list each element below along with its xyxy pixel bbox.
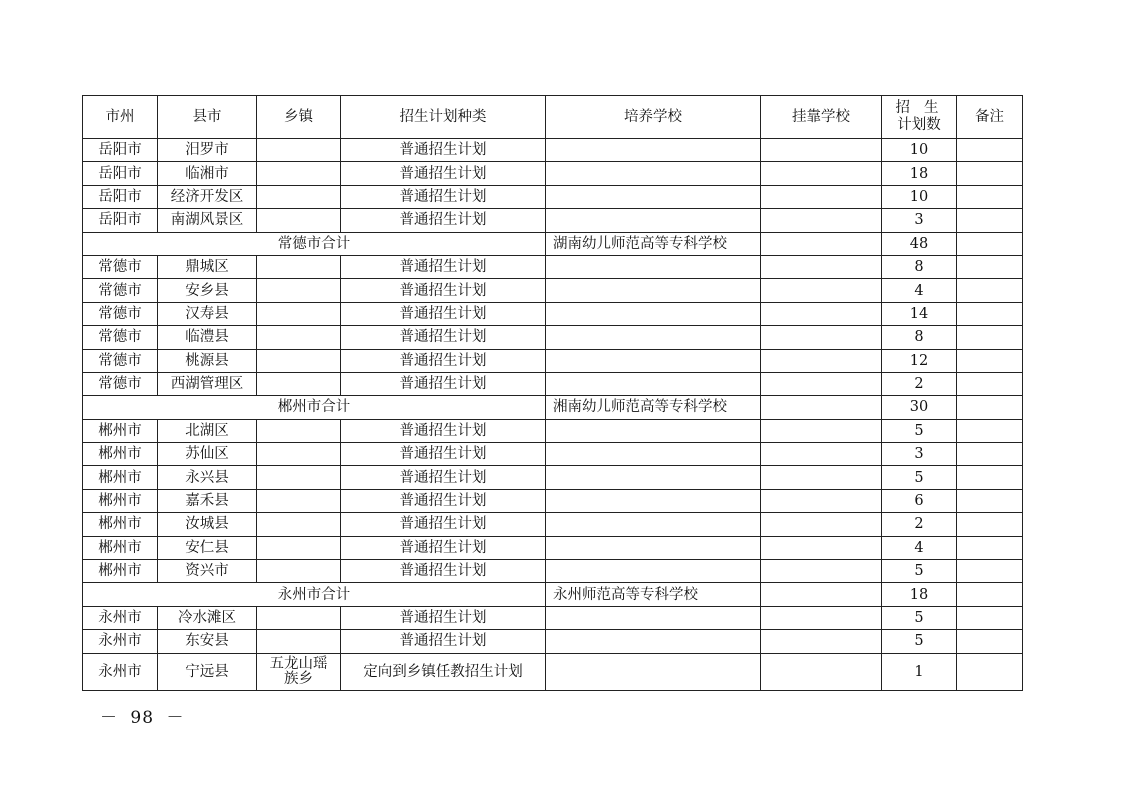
affiliated-school-cell — [761, 560, 882, 583]
remarks-cell — [957, 209, 1023, 232]
city-cell: 常德市 — [83, 302, 158, 325]
table-row — [83, 489, 1023, 512]
affiliated-school-cell — [761, 583, 882, 606]
school-cell — [546, 443, 761, 466]
remarks-cell — [957, 653, 1023, 690]
county-cell: 宁远县 — [158, 653, 257, 690]
table-row — [83, 653, 1023, 690]
county-cell: 嘉禾县 — [158, 489, 257, 512]
table-row — [83, 302, 1023, 325]
county-cell: 鼎城区 — [158, 255, 257, 278]
county-cell: 资兴市 — [158, 560, 257, 583]
remarks-cell — [957, 349, 1023, 372]
town-cell — [257, 255, 341, 278]
affiliated-school-cell — [761, 606, 882, 629]
town-cell — [257, 443, 341, 466]
remarks-cell — [957, 583, 1023, 606]
table-row — [83, 513, 1023, 536]
affiliated-school-cell — [761, 185, 882, 208]
affiliated-school-cell — [761, 466, 882, 489]
affiliated-school-cell — [761, 255, 882, 278]
plan-type-cell: 普通招生计划 — [341, 466, 546, 489]
school-cell — [546, 630, 761, 653]
quota-cell: 12 — [882, 349, 957, 372]
school-cell — [546, 279, 761, 302]
school-cell — [546, 466, 761, 489]
affiliated-school-cell — [761, 232, 882, 255]
school-cell — [546, 302, 761, 325]
header-plan-type: 招生计划种类 — [341, 96, 546, 139]
plan-type-cell: 普通招生计划 — [341, 606, 546, 629]
town-cell — [257, 489, 341, 512]
quota-cell: 14 — [882, 302, 957, 325]
county-cell: 南湖风景区 — [158, 209, 257, 232]
county-cell: 安乡县 — [158, 279, 257, 302]
plan-type-cell: 普通招生计划 — [341, 209, 546, 232]
plan-type-cell: 普通招生计划 — [341, 513, 546, 536]
plan-type-cell: 普通招生计划 — [341, 489, 546, 512]
town-cell — [257, 209, 341, 232]
remarks-cell — [957, 489, 1023, 512]
school-cell — [546, 653, 761, 690]
remarks-cell — [957, 279, 1023, 302]
header-city: 市州 — [83, 96, 158, 139]
quota-cell: 4 — [882, 279, 957, 302]
quota-cell: 6 — [882, 489, 957, 512]
school-cell — [546, 560, 761, 583]
school-cell — [546, 536, 761, 559]
school-cell — [546, 349, 761, 372]
quota-cell: 30 — [882, 396, 957, 419]
county-cell: 西湖管理区 — [158, 372, 257, 395]
city-cell: 常德市 — [83, 255, 158, 278]
subtotal-row — [83, 396, 1023, 419]
table-header-row — [83, 96, 1023, 139]
town-cell — [257, 302, 341, 325]
quota-cell: 48 — [882, 232, 957, 255]
table-row — [83, 372, 1023, 395]
school-cell — [546, 255, 761, 278]
county-cell: 桃源县 — [158, 349, 257, 372]
remarks-cell — [957, 513, 1023, 536]
remarks-cell — [957, 419, 1023, 442]
table-row — [83, 536, 1023, 559]
county-cell: 临澧县 — [158, 326, 257, 349]
town-cell — [257, 513, 341, 536]
header-town: 乡镇 — [257, 96, 341, 139]
plan-type-cell: 普通招生计划 — [341, 302, 546, 325]
remarks-cell — [957, 185, 1023, 208]
remarks-cell — [957, 466, 1023, 489]
city-cell: 郴州市 — [83, 536, 158, 559]
plan-type-cell: 普通招生计划 — [341, 185, 546, 208]
remarks-cell — [957, 302, 1023, 325]
county-cell: 北湖区 — [158, 419, 257, 442]
city-cell: 岳阳市 — [83, 139, 158, 162]
remarks-cell — [957, 372, 1023, 395]
table-row — [83, 349, 1023, 372]
school-cell: 湖南幼儿师范高等专科学校 — [546, 232, 761, 255]
affiliated-school-cell — [761, 209, 882, 232]
affiliated-school-cell — [761, 536, 882, 559]
school-cell — [546, 209, 761, 232]
city-cell: 永州市 — [83, 606, 158, 629]
affiliated-school-cell — [761, 302, 882, 325]
plan-type-cell: 普通招生计划 — [341, 630, 546, 653]
city-cell: 常德市 — [83, 372, 158, 395]
quota-cell: 5 — [882, 630, 957, 653]
table-row — [83, 560, 1023, 583]
quota-cell: 3 — [882, 209, 957, 232]
school-cell — [546, 185, 761, 208]
city-cell: 岳阳市 — [83, 185, 158, 208]
affiliated-school-cell — [761, 396, 882, 419]
quota-cell: 8 — [882, 326, 957, 349]
remarks-cell — [957, 162, 1023, 185]
table-row — [83, 185, 1023, 208]
plan-type-cell: 普通招生计划 — [341, 560, 546, 583]
remarks-cell — [957, 139, 1023, 162]
county-cell: 安仁县 — [158, 536, 257, 559]
county-cell: 永兴县 — [158, 466, 257, 489]
header-quota-line2: 计划数 — [897, 117, 941, 133]
quota-cell: 18 — [882, 583, 957, 606]
county-cell: 苏仙区 — [158, 443, 257, 466]
plan-type-cell: 普通招生计划 — [341, 372, 546, 395]
plan-type-cell: 普通招生计划 — [341, 139, 546, 162]
remarks-cell — [957, 560, 1023, 583]
affiliated-school-cell — [761, 630, 882, 653]
quota-cell: 18 — [882, 162, 957, 185]
quota-cell: 3 — [882, 443, 957, 466]
town-cell — [257, 536, 341, 559]
table-row — [83, 466, 1023, 489]
affiliated-school-cell — [761, 489, 882, 512]
quota-cell: 5 — [882, 560, 957, 583]
plan-type-cell: 定向到乡镇任教招生计划 — [341, 653, 546, 690]
enrollment-plan-table — [82, 95, 1023, 691]
subtotal-row — [83, 583, 1023, 606]
quota-cell: 1 — [882, 653, 957, 690]
table-row — [83, 255, 1023, 278]
plan-type-cell: 普通招生计划 — [341, 536, 546, 559]
town-cell — [257, 560, 341, 583]
school-cell — [546, 513, 761, 536]
table-row — [83, 326, 1023, 349]
affiliated-school-cell — [761, 653, 882, 690]
quota-cell: 5 — [882, 419, 957, 442]
header-affiliated-school: 挂靠学校 — [761, 96, 882, 139]
table-row — [83, 419, 1023, 442]
table-row — [83, 630, 1023, 653]
school-cell — [546, 139, 761, 162]
subtotal-label: 永州市合计 — [83, 583, 546, 606]
town-cell: 五龙山瑶族乡 — [257, 653, 341, 690]
affiliated-school-cell — [761, 139, 882, 162]
remarks-cell — [957, 536, 1023, 559]
plan-type-cell: 普通招生计划 — [341, 349, 546, 372]
subtotal-label: 郴州市合计 — [83, 396, 546, 419]
town-cell — [257, 139, 341, 162]
table-row — [83, 606, 1023, 629]
school-cell — [546, 162, 761, 185]
affiliated-school-cell — [761, 419, 882, 442]
county-cell: 东安县 — [158, 630, 257, 653]
city-cell: 岳阳市 — [83, 162, 158, 185]
school-cell — [546, 489, 761, 512]
city-cell: 郴州市 — [83, 489, 158, 512]
remarks-cell — [957, 326, 1023, 349]
page-number: － 98 － — [100, 708, 185, 728]
quota-cell: 4 — [882, 536, 957, 559]
town-cell — [257, 630, 341, 653]
town-cell — [257, 606, 341, 629]
quota-cell: 2 — [882, 372, 957, 395]
affiliated-school-cell — [761, 349, 882, 372]
plan-type-cell: 普通招生计划 — [341, 255, 546, 278]
subtotal-label: 常德市合计 — [83, 232, 546, 255]
county-cell: 汝城县 — [158, 513, 257, 536]
header-remarks: 备注 — [957, 96, 1023, 139]
remarks-cell — [957, 255, 1023, 278]
affiliated-school-cell — [761, 279, 882, 302]
plan-type-cell: 普通招生计划 — [341, 443, 546, 466]
header-county: 县市 — [158, 96, 257, 139]
table-row — [83, 279, 1023, 302]
school-cell — [546, 372, 761, 395]
quota-cell: 2 — [882, 513, 957, 536]
remarks-cell — [957, 396, 1023, 419]
affiliated-school-cell — [761, 443, 882, 466]
school-cell: 永州师范高等专科学校 — [546, 583, 761, 606]
city-cell: 岳阳市 — [83, 209, 158, 232]
affiliated-school-cell — [761, 372, 882, 395]
table-row — [83, 139, 1023, 162]
county-cell: 冷水滩区 — [158, 606, 257, 629]
county-cell: 经济开发区 — [158, 185, 257, 208]
quota-cell: 8 — [882, 255, 957, 278]
subtotal-row — [83, 232, 1023, 255]
quota-cell: 5 — [882, 606, 957, 629]
plan-type-cell: 普通招生计划 — [341, 326, 546, 349]
city-cell: 郴州市 — [83, 443, 158, 466]
city-cell: 永州市 — [83, 630, 158, 653]
plan-type-cell: 普通招生计划 — [341, 419, 546, 442]
city-cell: 郴州市 — [83, 513, 158, 536]
town-cell — [257, 466, 341, 489]
table-row — [83, 443, 1023, 466]
city-cell: 郴州市 — [83, 419, 158, 442]
table-row — [83, 209, 1023, 232]
city-cell: 常德市 — [83, 349, 158, 372]
remarks-cell — [957, 443, 1023, 466]
town-cell — [257, 185, 341, 208]
town-cell — [257, 326, 341, 349]
county-cell: 汨罗市 — [158, 139, 257, 162]
city-cell: 永州市 — [83, 653, 158, 690]
town-cell — [257, 419, 341, 442]
school-cell — [546, 606, 761, 629]
plan-type-cell: 普通招生计划 — [341, 279, 546, 302]
town-cell — [257, 372, 341, 395]
school-cell — [546, 326, 761, 349]
affiliated-school-cell — [761, 326, 882, 349]
remarks-cell — [957, 606, 1023, 629]
quota-cell: 10 — [882, 185, 957, 208]
header-school: 培养学校 — [546, 96, 761, 139]
county-cell: 临湘市 — [158, 162, 257, 185]
quota-cell: 5 — [882, 466, 957, 489]
quota-cell: 10 — [882, 139, 957, 162]
county-cell: 汉寿县 — [158, 302, 257, 325]
affiliated-school-cell — [761, 513, 882, 536]
header-quota — [882, 96, 957, 139]
city-cell: 常德市 — [83, 279, 158, 302]
affiliated-school-cell — [761, 162, 882, 185]
town-cell — [257, 349, 341, 372]
remarks-cell — [957, 232, 1023, 255]
plan-type-cell: 普通招生计划 — [341, 162, 546, 185]
remarks-cell — [957, 630, 1023, 653]
header-quota-line1: 招生 — [895, 100, 953, 116]
city-cell: 常德市 — [83, 326, 158, 349]
table-row — [83, 162, 1023, 185]
table-body — [83, 139, 1023, 691]
town-cell — [257, 279, 341, 302]
city-cell: 郴州市 — [83, 466, 158, 489]
school-cell: 湘南幼儿师范高等专科学校 — [546, 396, 761, 419]
school-cell — [546, 419, 761, 442]
town-cell — [257, 162, 341, 185]
city-cell: 郴州市 — [83, 560, 158, 583]
